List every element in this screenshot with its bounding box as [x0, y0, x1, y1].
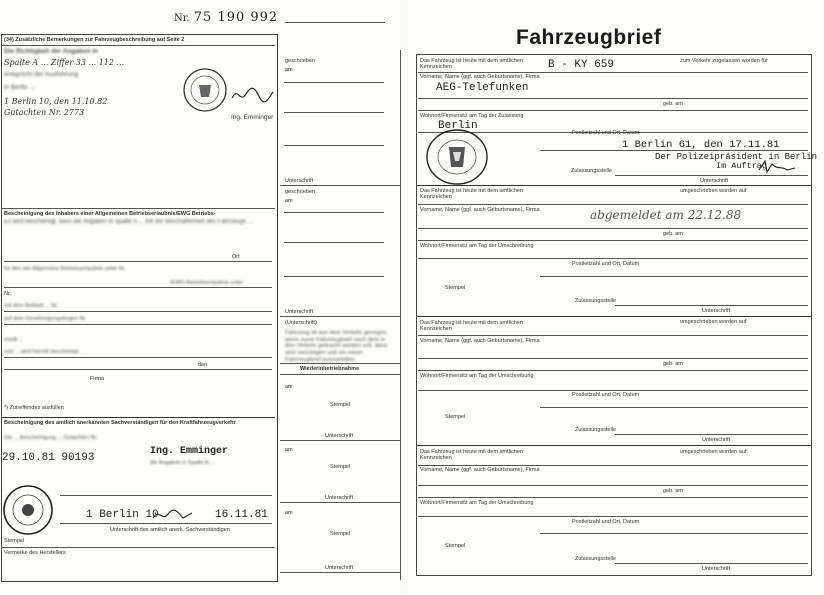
mid-block2-l3: Unterschrift	[285, 309, 314, 315]
r2-handwritten-note: abgemeldet am 22.12.88	[590, 208, 742, 222]
r2-kennzeichen-label: Das Fahrzeug ist heute mit dem amtlichen Kennzeichen	[420, 188, 524, 201]
expert-caption: Unterschrift des amtlich anerk. Sachverständigen	[110, 527, 230, 533]
r1-plz: 1 Berlin 61, den 17.11.81	[622, 139, 780, 151]
mid-rule-1	[284, 82, 384, 83]
r1-zulassungsstelle: Zulassungsstelle	[571, 168, 612, 174]
r4-geb: geb. am	[663, 488, 683, 494]
mid-traffic-text: Fahrzeug ist aus dem Verkehr gezogen, wenn zuvor Fahrzeugbrief nach dem in den Verkehr gebracht werden soll, dann sind vorzulegen und ein neuer Fahrzeugbrief auszustellen.	[285, 330, 388, 363]
r2-zulassungsstelle: Zulassungsstelle	[575, 298, 616, 304]
r4-rule-2	[418, 485, 808, 486]
left-line-footnote: *) Zutreffendes ausfüllen	[4, 405, 64, 411]
r2-rule-2	[418, 228, 808, 229]
r1-rule-5	[540, 150, 808, 151]
berlin-police-stamp-icon	[424, 127, 490, 187]
r3-umgeschrieben: umgeschrieben worden auf	[680, 319, 747, 325]
mid-rule-10	[280, 374, 400, 375]
expert-sub: Die ... Bescheinigung ... Gutachten Nr.	[4, 435, 98, 441]
left-rule-2	[4, 261, 272, 262]
remark-line-2: Spalte A ... Ziffer 33 ... 112 ...	[4, 58, 125, 67]
r3-kennzeichen-label: Das Fahrzeug ist heute mit dem amtlichen Kennzeichen	[420, 320, 524, 333]
mid-rule-12	[280, 502, 400, 503]
left-header: (34) Zusätzliche Bemerkungen zur Fahrzeugbeschreibung auf Seite 2	[4, 37, 185, 43]
r1-rule-6	[615, 175, 808, 176]
r3-wohnort-label: Wohnort/Firmensitz am Tag der Umschreibung	[420, 373, 534, 379]
signature-mark-3	[757, 158, 797, 176]
signature-mark-1	[230, 84, 275, 106]
mid-stempel-3: Stempel	[330, 531, 351, 537]
r1-unterschrift: Unterschrift	[700, 178, 729, 184]
mid-rule-11	[280, 440, 400, 441]
left-section-body: Es wird bescheinigt, dass die Angaben in Spalte A ... mit der Beschaffenheit des Fahrzeugs ...	[4, 219, 253, 225]
mid-am-1: am	[285, 384, 293, 390]
mid-rule-8	[280, 316, 400, 317]
r2-plz-label: Postleitzahl und Ort, Datum	[572, 261, 640, 267]
r2-rule-5	[540, 276, 808, 277]
mid-block1-l3: Unterschrift	[285, 178, 314, 184]
mid-rule-3	[284, 145, 384, 146]
r2-geb: geb. am	[663, 231, 683, 237]
mid-rule-4	[280, 185, 400, 186]
r1-authority: Der Polizeipräsident in Berlin	[655, 152, 818, 162]
r4-top-rule	[416, 445, 811, 446]
r1-zugelassen: zum Verkehr zugelassen worden für	[680, 58, 768, 64]
mid-rule-13	[280, 572, 400, 573]
mid-rule-6	[284, 242, 384, 243]
doc-number-underline	[285, 22, 385, 23]
mid-rule-9	[280, 363, 400, 364]
mid-am-2: am	[285, 447, 293, 453]
r2-rule-1	[418, 204, 808, 205]
r1-kennzeichen: B - KY 659	[548, 59, 615, 71]
r4-unterschrift: Unterschrift	[702, 566, 731, 572]
r1-wohnort-label: Wohnort/Firmensitz am Tag der Zulassung	[420, 113, 524, 119]
r4-rule-5	[540, 533, 808, 534]
left-rule-11	[2, 547, 275, 548]
r4-umgeschrieben: umgeschrieben worden auf	[680, 449, 747, 455]
left-rule-4	[4, 311, 272, 312]
r3-stempel: Stempel	[445, 414, 466, 420]
r1-rule-1	[418, 72, 808, 73]
left-line-den: den	[198, 362, 208, 368]
left-rule-1	[2, 208, 275, 209]
r3-top-rule	[416, 316, 811, 317]
left-line-bogen: auf dem Genehmigungsbogen Nr.	[4, 316, 87, 322]
mid-rule-2	[284, 112, 384, 113]
left-rule-7	[4, 369, 272, 370]
mid-wieder-title: Wiederinbetriebnahme	[300, 366, 360, 372]
r1-auftrag: Im Auftrag	[716, 161, 768, 171]
left-line-firma: Firma	[90, 376, 105, 382]
signature-mark-2	[150, 506, 195, 524]
expert-name: Ing. Emminger	[150, 446, 229, 457]
expert-place: 1 Berlin 10	[86, 509, 159, 521]
mid-block2-l2: am	[285, 198, 293, 204]
r4-rule-3	[418, 497, 808, 498]
left-rule-10	[60, 523, 272, 524]
left-rule-6	[4, 357, 272, 358]
expert-date: 16.11.81	[215, 509, 268, 521]
r2-name-label: Vorname, Name (ggf. auch Geburtsname), Firma	[420, 207, 540, 213]
mid-block3-l1: (Unterschrift)	[285, 320, 317, 326]
r2-rule-4	[418, 258, 808, 259]
r2-unterschrift: Unterschrift	[702, 308, 731, 314]
mid-border-right	[400, 50, 401, 580]
r2-top-rule	[416, 185, 811, 186]
r1-plz-label: Postleitzahl und Ort, Datum	[572, 130, 640, 136]
remark-line-5: 1 Berlin 10, den 11.10.82	[4, 97, 108, 106]
r4-rule-4	[418, 516, 808, 517]
left-footer: Vermerke des Herstellers	[4, 550, 66, 556]
left-line-ort: Ort	[232, 254, 240, 260]
r2-stempel: Stempel	[445, 285, 466, 291]
r2-umgeschrieben: umgeschrieben worden auf	[680, 188, 747, 194]
mid-rule-7	[284, 276, 384, 277]
r4-plz-label: Postleitzahl und Ort, Datum	[572, 519, 640, 525]
r1-name: AEG-Telefunken	[436, 82, 529, 94]
doc-number-prefix: Nr.	[174, 13, 190, 24]
page-title: Fahrzeugbrief	[516, 26, 662, 49]
left-line-bescheinigt: und ... wird hiermit bescheinigt.	[4, 349, 80, 355]
r3-unterschrift: Unterschrift	[702, 437, 731, 443]
r4-rule-1	[418, 465, 808, 466]
mid-stempel-1: Stempel	[330, 402, 351, 408]
r4-wohnort-label: Wohnort/Firmensitz am Tag der Umschreibung	[420, 500, 534, 506]
remark-line-4: in Berlin ...	[4, 84, 35, 91]
left-rule-9	[60, 495, 272, 496]
r3-rule-3	[418, 370, 808, 371]
remark-line-3: entspricht der Ausführung	[4, 71, 79, 78]
mid-rule-5	[284, 212, 384, 213]
mid-block1-l1: geschrieben	[285, 58, 315, 64]
r3-rule-2	[418, 358, 808, 359]
mid-stempel-2: Stempel	[330, 464, 351, 470]
left-line-nr: Nr.	[4, 291, 12, 297]
mid-unterschrift-3: Unterschrift	[325, 565, 354, 571]
left-line-beiblatt: mit dem Beiblatt ... Nr.	[4, 303, 59, 309]
r2-wohnort-label: Wohnort/Firmensitz am Tag der Umschreibung	[420, 243, 534, 249]
r1-wohnort: Berlin	[438, 120, 478, 132]
r3-rule-6	[615, 434, 808, 435]
left-line-ewg: /EWG-Betriebserlaubnis unter	[170, 280, 244, 286]
r4-rule-6	[615, 563, 808, 564]
r4-zulassungsstelle: Zulassungsstelle	[575, 556, 616, 562]
expert-date-handwritten: 29.10.81 90193	[2, 452, 95, 464]
left-stamp-signer: Ing. Emminger	[231, 114, 274, 121]
r1-name-label: Vorname, Name (ggf. auch Geburtsname), Firma	[420, 74, 540, 80]
r3-rule-4	[418, 390, 808, 391]
mid-block2-l1: geschrieben	[285, 189, 315, 195]
mid-am-3: am	[285, 510, 293, 516]
r1-rule-2	[418, 98, 808, 99]
r4-stempel: Stempel	[445, 543, 466, 549]
r3-geb: geb. am	[663, 361, 683, 367]
r4-kennzeichen-label: Das Fahrzeug ist heute mit dem amtlichen Kennzeichen	[420, 449, 524, 462]
left-header-rule	[2, 45, 275, 46]
mid-unterschrift-1: Unterschrift	[325, 433, 354, 439]
remark-line-6: Gutachten Nr. 2773	[4, 108, 85, 117]
r4-name-label: Vorname, Name (ggf. auch Geburtsname), Firma	[420, 467, 540, 473]
expert-round-stamp-icon	[2, 484, 54, 536]
doc-number	[174, 10, 278, 25]
r1-rule-3	[418, 110, 808, 111]
left-rule-8	[2, 417, 275, 418]
left-line-erteilt: erteilt ...	[4, 337, 24, 343]
r1-geb: geb. am	[663, 101, 683, 107]
r3-name-label: Vorname, Name (ggf. auch Geburtsname), Firma	[420, 338, 540, 344]
r3-zulassungsstelle: Zulassungsstelle	[575, 427, 616, 433]
mid-unterschrift-2: Unterschrift	[325, 495, 354, 501]
expert-title: Bescheinigung des amtlich anerkannten Sachverständigen für den Kraftfahrzeugverkehr	[4, 420, 236, 426]
left-line-abe: für den der Allgemeine Betriebserlaubnis unter Nr.	[4, 266, 126, 272]
r2-rule-6	[615, 305, 808, 306]
r3-rule-5	[540, 407, 808, 408]
r3-plz-label: Postleitzahl und Ort, Datum	[572, 392, 640, 398]
r3-rule-1	[418, 335, 808, 336]
doc-number-value: 75 190 992	[193, 10, 279, 25]
official-round-stamp-icon	[182, 67, 228, 113]
remark-line-1: Die Richtigkeit der Angaben in	[4, 48, 99, 55]
left-rule-3	[4, 287, 272, 288]
left-section-title: Bescheinigung des Inhabers einer Allgemeinen Betriebserlaubnis/EWG Betriebs-	[4, 211, 216, 217]
left-footer-stempel: Stempel	[4, 538, 25, 544]
mid-block1-l2: am	[285, 67, 293, 73]
r2-rule-3	[418, 240, 808, 241]
left-rule-5	[4, 324, 272, 325]
expert-sub2: die Angaben in Spalte A ...	[150, 460, 215, 466]
r1-kennzeichen-label: Das Fahrzeug ist heute mit dem amtlichen Kennzeichen	[420, 58, 524, 71]
